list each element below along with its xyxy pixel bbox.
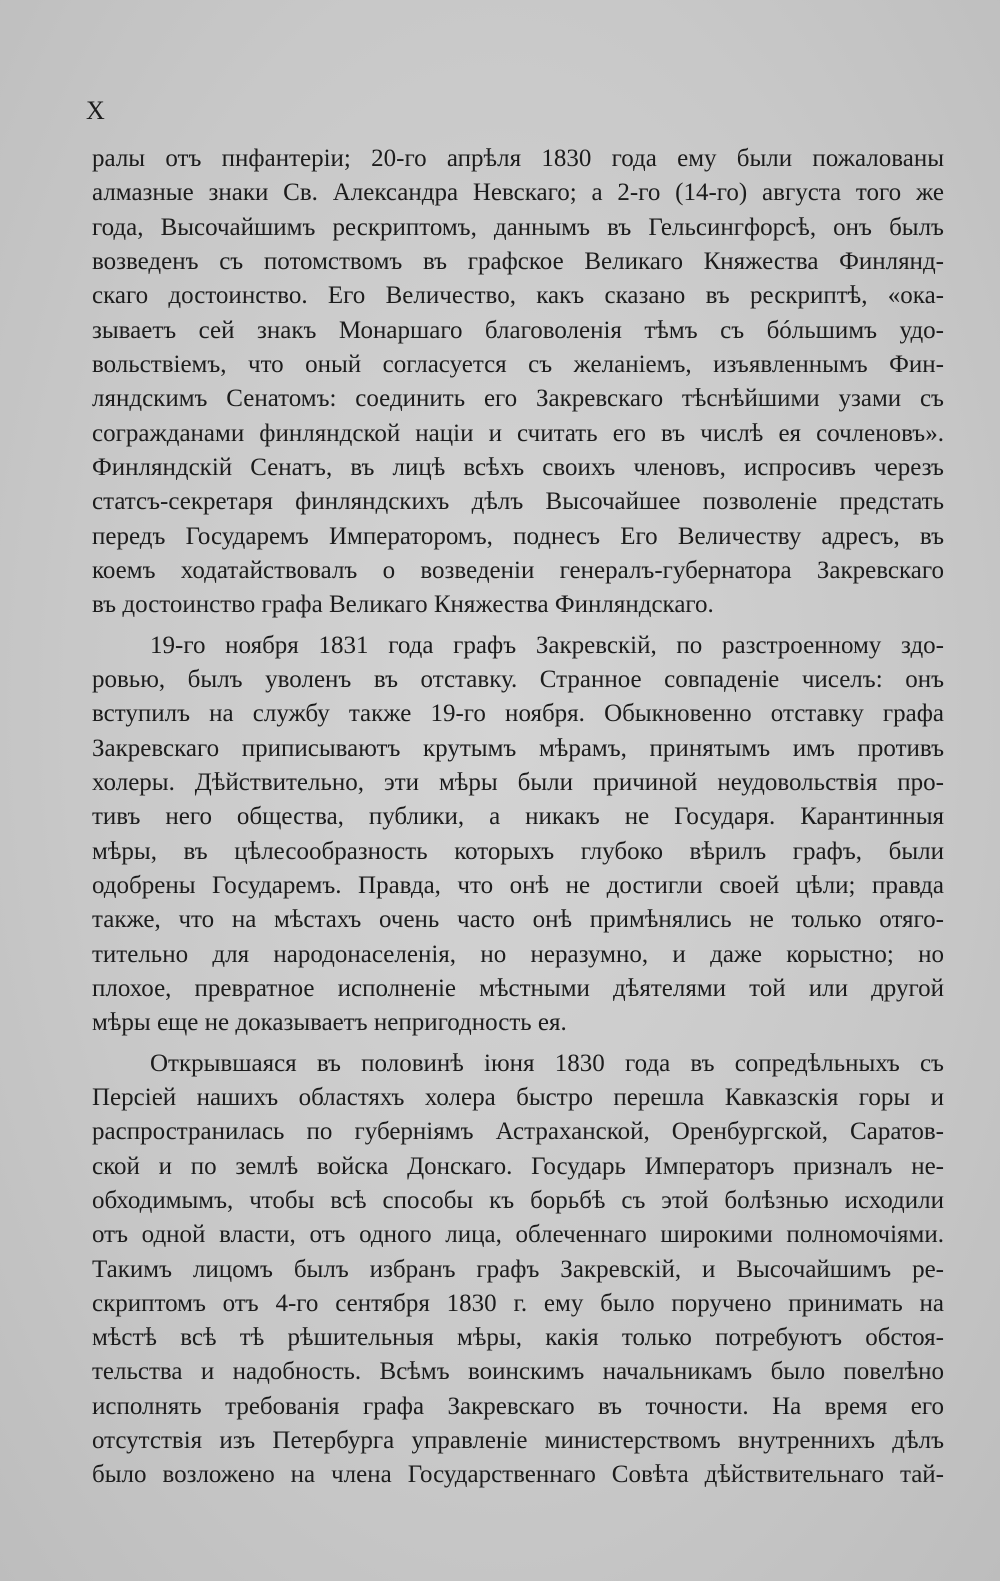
text-line: вступилъ на службу также 19-го ноября. Обыкновенно отставку графа — [92, 700, 944, 728]
text-line: отсутствiя изъ Петербурга управленiе министерствомъ внутреннихъ дѣлъ — [92, 1427, 944, 1455]
text-line: ровью, былъ уволенъ въ отставку. Странное совпаденiе чиселъ: онъ — [92, 665, 944, 693]
text-line: холеры. Дѣйствительно, эти мѣры были причиной неудовольствiя про- — [92, 768, 944, 796]
text-line: алмазные знаки Св. Александра Невскаго; а 2-го (14-го) августа того же — [92, 179, 944, 207]
paragraph-1 — [92, 142, 944, 623]
text-line: Закревскаго приписываютъ крутымъ мѣрамъ, принятымъ имъ противъ — [92, 734, 944, 762]
paragraph-3 — [92, 1047, 944, 1493]
text-line: было возложено на члена Государственнаго Совѣта дѣйствительнаго тай- — [92, 1461, 944, 1489]
text-line: Персiей нашихъ областяхъ холера быстро перешла Кавказскiя горы и — [92, 1083, 944, 1111]
text-line: мѣры, въ цѣлесообразность которыхъ глубоко вѣрилъ графъ, были — [92, 837, 944, 865]
text-line: скриптомъ отъ 4-го сентября 1830 г. ему было поручено принимать на — [92, 1289, 944, 1317]
text-line: зываетъ сей знакъ Монаршаго благоволенiя тѣмъ съ бóльшимъ удо- — [92, 316, 944, 344]
text-line: мѣры еще не доказываетъ непригодность ея. — [92, 1009, 567, 1037]
text-line: вольствiемъ, что оный согласуется съ желанiемъ, изъявленнымъ Фин- — [92, 350, 944, 378]
text-line: Такимъ лицомъ былъ избранъ графъ Закревскiй, и Высочайшимъ ре- — [92, 1255, 944, 1283]
text-line: одобрены Государемъ. Правда, что онѣ не достигли своей цѣли; правда — [92, 871, 944, 899]
text-line: отъ одной власти, отъ одного лица, облеченнаго широкими полномочiями. — [92, 1221, 944, 1249]
text-line: въ достоинство графа Великаго Княжества Финляндскаго. — [92, 591, 714, 619]
text-line: обходимымъ, чтобы всѣ способы къ борьбѣ съ этой болѣзнью исходили — [92, 1186, 944, 1214]
text-line: ляндскимъ Сенатомъ: соединить его Закревскаго тѣснѣйшими узами съ — [92, 385, 944, 413]
text-line: исполнять требованiя графа Закревскаго въ точности. На время его — [92, 1392, 944, 1420]
text-line: скаго достоинство. Его Величество, какъ сказано въ рескриптѣ, «ока- — [92, 282, 944, 310]
text-line: 19-го ноября 1831 года графъ Закревскiй, по разстроенному здо- — [150, 631, 944, 659]
text-line: тивъ него общества, публики, а никакъ не Государя. Карантинныя — [92, 803, 944, 831]
text-line: Открывшаяся въ половинѣ iюня 1830 года въ сопредѣльныхъ съ — [150, 1049, 944, 1077]
text-line: согражданами финляндской нацiи и считать его въ числѣ ея сочленовъ». — [92, 419, 944, 447]
text-line: статсъ-секретаря финляндскихъ дѣлъ Высочайшее позволенiе предстать — [92, 488, 944, 516]
text-line: года, Высочайшимъ рескриптомъ, даннымъ въ Гельсингфорсѣ, онъ былъ — [92, 213, 944, 241]
text-line: тельства и надобность. Всѣмъ воинскимъ начальникамъ было повелѣно — [92, 1358, 944, 1386]
page-number: X — [86, 96, 106, 125]
text-line: возведенъ съ потомствомъ въ графское Великаго Княжества Финлянд- — [92, 247, 944, 275]
text-line: передъ Государемъ Императоромъ, поднесъ Его Величеству адресъ, въ — [92, 522, 944, 550]
text-line: ской и по землѣ войска Донскаго. Государь Императоръ призналъ не- — [92, 1152, 944, 1180]
text-line: коемъ ходатайствовалъ о возведенiи генералъ-губернатора Закревскаго — [92, 556, 944, 584]
text-line: мѣстѣ всѣ тѣ рѣшительныя мѣры, какiя только потребуютъ обстоя- — [92, 1324, 944, 1352]
text-line: ралы отъ пнфантерiи; 20-го апрѣля 1830 года ему были пожалованы — [92, 145, 944, 172]
body-text — [92, 142, 944, 1493]
text-line: распространилась по губернiямъ Астраханской, Оренбургской, Саратов- — [92, 1118, 944, 1146]
text-line: плохое, превратное исполненiе мѣстными дѣятелями той или другой — [92, 974, 944, 1002]
text-line: тительно для народонаселенiя, но неразумно, и даже корыстно; но — [92, 940, 944, 968]
paragraph-2 — [92, 629, 944, 1041]
text-line: Финляндскiй Сенатъ, въ лицѣ всѣхъ своихъ членовъ, испросивъ черезъ — [92, 453, 944, 481]
text-line: также, что на мѣстахъ очень часто онѣ примѣнялись не только отяго- — [92, 906, 944, 934]
